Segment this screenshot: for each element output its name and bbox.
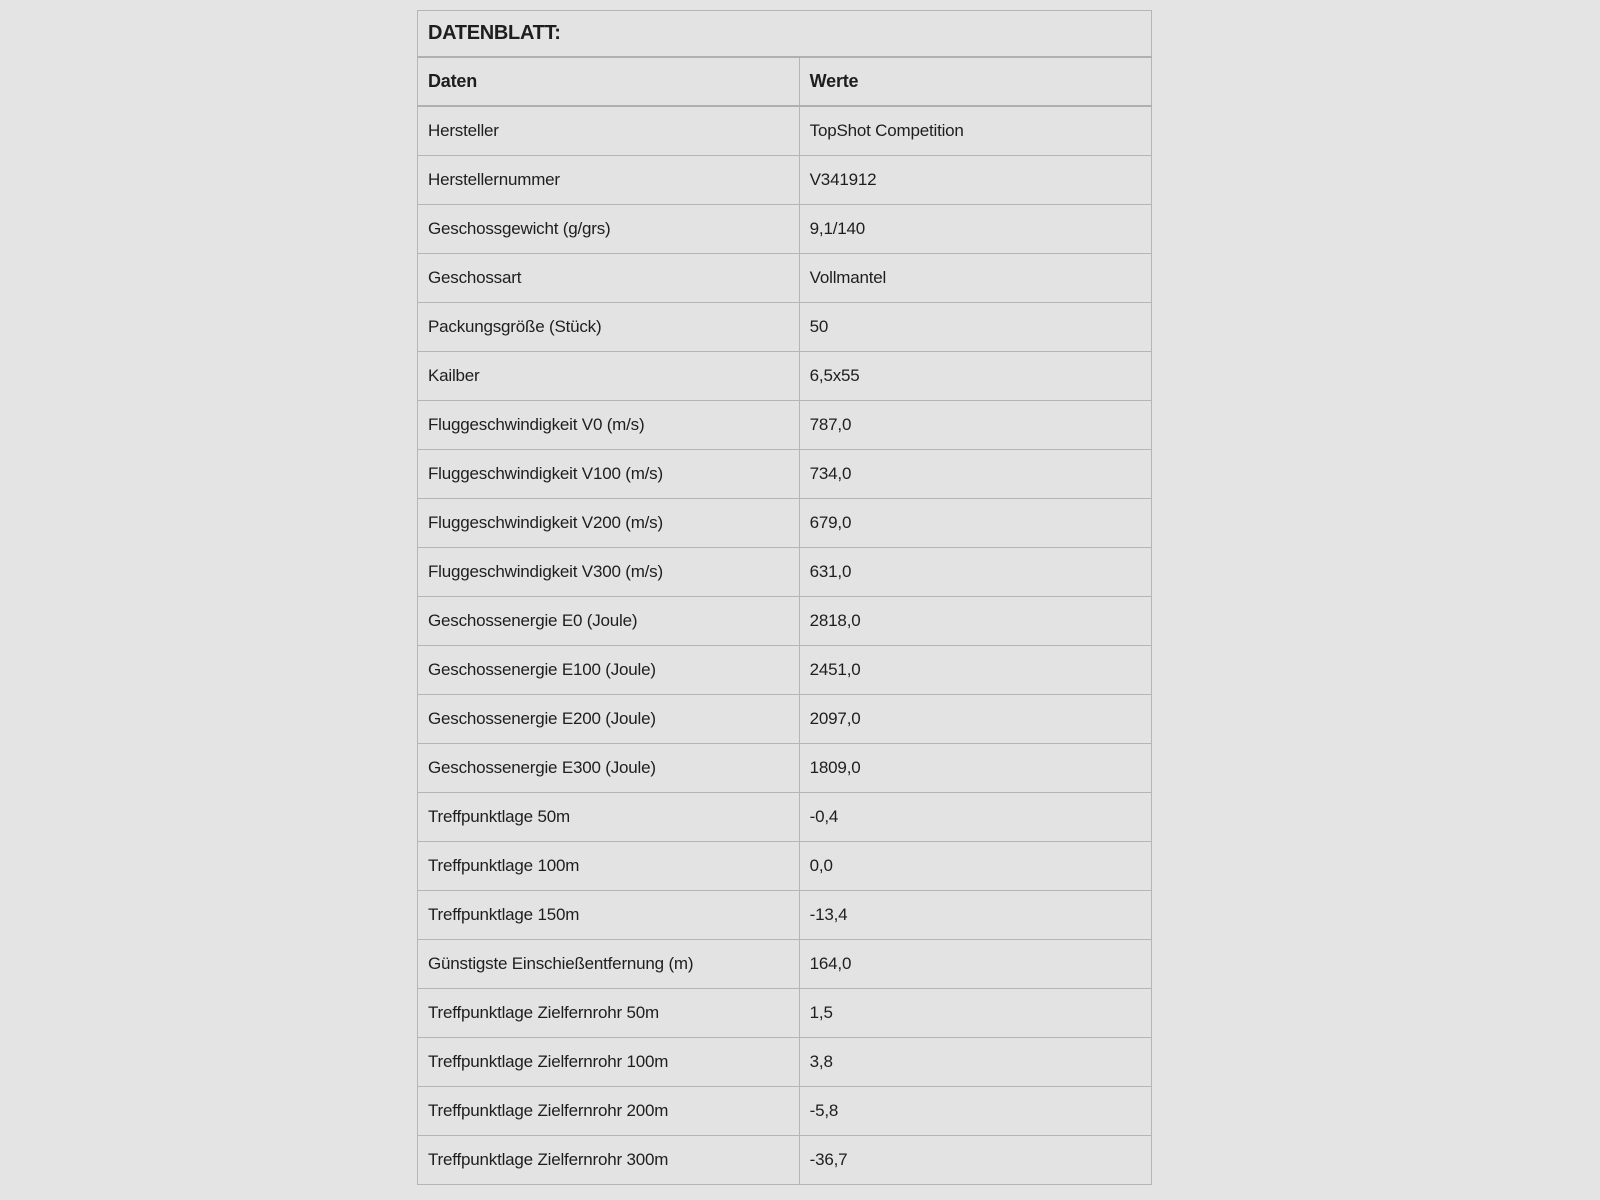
row-value: Vollmantel bbox=[799, 254, 1151, 303]
row-label: Geschossenergie E0 (Joule) bbox=[418, 597, 800, 646]
row-label: Geschossenergie E200 (Joule) bbox=[418, 695, 800, 744]
row-value: 631,0 bbox=[799, 548, 1151, 597]
table-row bbox=[418, 646, 1152, 695]
datasheet-table bbox=[417, 10, 1152, 1185]
row-label: Fluggeschwindigkeit V100 (m/s) bbox=[418, 450, 800, 499]
table-row bbox=[418, 842, 1152, 891]
table-row bbox=[418, 1087, 1152, 1136]
row-label: Hersteller bbox=[418, 106, 800, 156]
row-label: Treffpunktlage Zielfernrohr 100m bbox=[418, 1038, 800, 1087]
row-label: Treffpunktlage Zielfernrohr 200m bbox=[418, 1087, 800, 1136]
row-value: 3,8 bbox=[799, 1038, 1151, 1087]
table-row bbox=[418, 548, 1152, 597]
row-value: 50 bbox=[799, 303, 1151, 352]
row-value: 734,0 bbox=[799, 450, 1151, 499]
row-label: Treffpunktlage Zielfernrohr 300m bbox=[418, 1136, 800, 1185]
row-label: Fluggeschwindigkeit V200 (m/s) bbox=[418, 499, 800, 548]
row-label: Geschossart bbox=[418, 254, 800, 303]
table-row bbox=[418, 303, 1152, 352]
row-label: Herstellernummer bbox=[418, 156, 800, 205]
datasheet-title-row bbox=[418, 11, 1152, 58]
row-label: Geschossenergie E100 (Joule) bbox=[418, 646, 800, 695]
row-value: 2451,0 bbox=[799, 646, 1151, 695]
table-row bbox=[418, 1136, 1152, 1185]
row-label: Treffpunktlage 50m bbox=[418, 793, 800, 842]
table-row bbox=[418, 254, 1152, 303]
row-value: 6,5x55 bbox=[799, 352, 1151, 401]
table-row bbox=[418, 891, 1152, 940]
row-label: Treffpunktlage 150m bbox=[418, 891, 800, 940]
row-value: 1809,0 bbox=[799, 744, 1151, 793]
table-row bbox=[418, 1038, 1152, 1087]
row-value: -0,4 bbox=[799, 793, 1151, 842]
datasheet-container bbox=[417, 10, 1152, 1185]
table-row bbox=[418, 205, 1152, 254]
datasheet-header-row bbox=[418, 57, 1152, 106]
table-row bbox=[418, 597, 1152, 646]
row-value: 9,1/140 bbox=[799, 205, 1151, 254]
row-value: 787,0 bbox=[799, 401, 1151, 450]
row-label: Fluggeschwindigkeit V300 (m/s) bbox=[418, 548, 800, 597]
table-row bbox=[418, 499, 1152, 548]
row-value: -13,4 bbox=[799, 891, 1151, 940]
datasheet-title: DATENBLATT: bbox=[418, 11, 1152, 58]
row-label: Treffpunktlage Zielfernrohr 50m bbox=[418, 989, 800, 1038]
row-value: -36,7 bbox=[799, 1136, 1151, 1185]
row-label: Fluggeschwindigkeit V0 (m/s) bbox=[418, 401, 800, 450]
row-label: Geschossgewicht (g/grs) bbox=[418, 205, 800, 254]
table-row bbox=[418, 156, 1152, 205]
row-value: 1,5 bbox=[799, 989, 1151, 1038]
table-row bbox=[418, 352, 1152, 401]
row-value: 679,0 bbox=[799, 499, 1151, 548]
row-label: Geschossenergie E300 (Joule) bbox=[418, 744, 800, 793]
row-label: Treffpunktlage 100m bbox=[418, 842, 800, 891]
column-header-daten: Daten bbox=[418, 57, 800, 106]
table-row bbox=[418, 940, 1152, 989]
table-row bbox=[418, 793, 1152, 842]
row-value: -5,8 bbox=[799, 1087, 1151, 1136]
row-label: Packungsgröße (Stück) bbox=[418, 303, 800, 352]
table-row bbox=[418, 401, 1152, 450]
row-value: 164,0 bbox=[799, 940, 1151, 989]
row-value: 2818,0 bbox=[799, 597, 1151, 646]
row-value: TopShot Competition bbox=[799, 106, 1151, 156]
table-row bbox=[418, 744, 1152, 793]
table-row bbox=[418, 695, 1152, 744]
column-header-werte: Werte bbox=[799, 57, 1151, 106]
row-value: 2097,0 bbox=[799, 695, 1151, 744]
row-value: V341912 bbox=[799, 156, 1151, 205]
row-label: Kailber bbox=[418, 352, 800, 401]
row-label: Günstigste Einschießentfernung (m) bbox=[418, 940, 800, 989]
table-row bbox=[418, 450, 1152, 499]
table-row bbox=[418, 989, 1152, 1038]
row-value: 0,0 bbox=[799, 842, 1151, 891]
table-row bbox=[418, 106, 1152, 156]
